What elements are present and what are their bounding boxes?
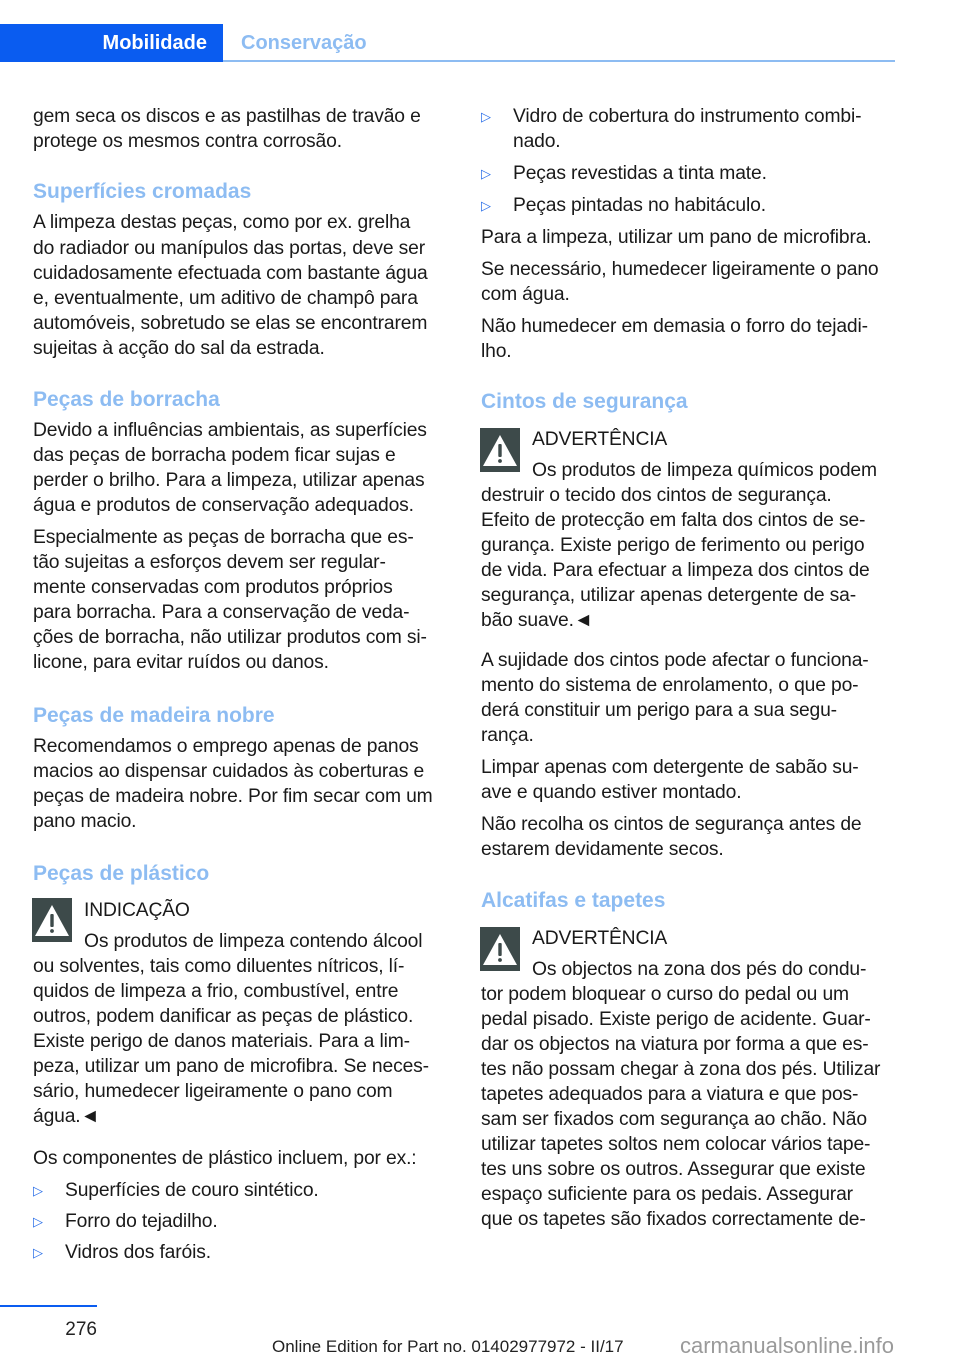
body-text: utilizar tapetes soltos nem colocar vários tape- bbox=[481, 1134, 871, 1155]
body-text: sujeitas à acção do sal da estrada. bbox=[33, 338, 325, 359]
body-text: outros, podem danificar as peças de plástico. bbox=[33, 1006, 414, 1027]
body-text: gem seca os discos e as pastilhas de travão e bbox=[33, 106, 421, 127]
body-text: gurança. Existe perigo de ferimento ou perigo bbox=[481, 535, 865, 556]
list-item: Superfícies de couro sintético. bbox=[65, 1180, 319, 1201]
list-item: Vidro de cobertura do instrumento combi- bbox=[513, 106, 862, 127]
body-text: para borracha. Para a conservação de veda- bbox=[33, 602, 410, 623]
list-item: Forro do tejadilho. bbox=[65, 1211, 218, 1232]
body-text: estarem devidamente secos. bbox=[481, 839, 724, 860]
body-text: quidos de limpeza a frio, combustível, entre bbox=[33, 981, 399, 1002]
body-text: Se necessário, humedecer ligeiramente o pano bbox=[481, 259, 879, 280]
body-text: com água. bbox=[481, 284, 570, 305]
body-text: Especialmente as peças de borracha que es- bbox=[33, 527, 414, 548]
body-text: tor podem bloquear o curso do pedal ou um bbox=[481, 984, 849, 1005]
warning-label: ADVERTÊNCIA bbox=[532, 429, 668, 450]
bullet-triangle-icon: ▷ bbox=[481, 198, 491, 213]
body-text: Limpar apenas com detergente de sabão su- bbox=[481, 757, 859, 778]
body-text: tapetes adequados para a viatura e que pos- bbox=[481, 1084, 859, 1105]
body-text: A limpeza destas peças, como por ex. grelha bbox=[33, 212, 411, 233]
body-text: Existe perigo de danos materiais. Para a lim- bbox=[33, 1031, 410, 1052]
body-text: A sujidade dos cintos pode afectar o funciona- bbox=[481, 650, 869, 671]
section-heading-rubber: Peças de borracha bbox=[33, 388, 220, 411]
bullet-triangle-icon: ▷ bbox=[33, 1183, 43, 1198]
bullet-triangle-icon: ▷ bbox=[33, 1245, 43, 1260]
section-heading-plastic: Peças de plástico bbox=[33, 862, 210, 885]
body-text: Os componentes de plástico incluem, por ex.: bbox=[33, 1148, 417, 1169]
warning-triangle-icon bbox=[480, 927, 520, 971]
body-text: tão sujeitas a esforços devem ser regular- bbox=[33, 552, 386, 573]
body-text: cuidadosamente efectuada com bastante água bbox=[33, 263, 428, 284]
body-text: Os objectos na zona dos pés do condu- bbox=[532, 959, 867, 980]
body-text: macios ao dispensar cuidados às coberturas e bbox=[33, 761, 425, 782]
list-item: Vidros dos faróis. bbox=[65, 1242, 211, 1263]
body-text: dar os objectos na viatura por forma a que es- bbox=[481, 1034, 869, 1055]
body-text: automóveis, sobretudo se elas se encontrarem bbox=[33, 313, 428, 334]
list-item: Peças pintadas no habitáculo. bbox=[513, 195, 766, 216]
list-item: Peças revestidas a tinta mate. bbox=[513, 163, 767, 184]
warning-triangle-icon bbox=[32, 898, 72, 942]
body-text: mente conservadas com produtos próprios bbox=[33, 577, 393, 598]
body-text: água.◄ bbox=[33, 1106, 100, 1127]
body-text: Para a limpeza, utilizar um pano de microfibra. bbox=[481, 227, 872, 248]
body-text: segurança, utilizar apenas detergente de sa- bbox=[481, 585, 856, 606]
edition-text: Online Edition for Part no. 01402977972 - II/17 bbox=[272, 1337, 624, 1356]
body-text: sário, humedecer ligeiramente o pano com bbox=[33, 1081, 393, 1102]
body-text: ave e quando estiver montado. bbox=[481, 782, 742, 803]
section-heading-wood: Peças de madeira nobre bbox=[33, 704, 275, 727]
body-text: tes não possam chegar à zona dos pés. Utilizar bbox=[481, 1059, 881, 1080]
body-text: Não humedecer em demasia o forro do tejadi- bbox=[481, 316, 868, 337]
body-text: pedal pisado. Existe perigo de acidente. Guar- bbox=[481, 1009, 871, 1030]
body-text: espaço suficiente para os pedais. Assegurar bbox=[481, 1184, 853, 1205]
body-text: pano macio. bbox=[33, 811, 137, 832]
body-text: rança. bbox=[481, 725, 534, 746]
notice-label: INDICAÇÃO bbox=[84, 900, 190, 921]
body-text: de vida. Para efectuar a limpeza dos cintos de bbox=[481, 560, 870, 581]
body-text: Não recolha os cintos de segurança antes de bbox=[481, 814, 862, 835]
body-text: mento do sistema de enrolamento, o que po- bbox=[481, 675, 859, 696]
body-text: licone, para evitar ruídos ou danos. bbox=[33, 652, 329, 673]
header-divider bbox=[223, 60, 895, 62]
body-text: Os produtos de limpeza contendo álcool bbox=[84, 931, 423, 952]
section-heading-chrome: Superfícies cromadas bbox=[33, 180, 252, 203]
body-text: peças de madeira nobre. Por fim secar com um bbox=[33, 786, 433, 807]
bullet-triangle-icon: ▷ bbox=[481, 109, 491, 124]
body-text: das peças de borracha podem ficar sujas e bbox=[33, 445, 396, 466]
header-tab-conservacao: Conservação bbox=[241, 32, 367, 54]
body-text: lho. bbox=[481, 341, 512, 362]
body-text: sam ser fixados com segurança ao chão. Não bbox=[481, 1109, 867, 1130]
list-item: nado. bbox=[513, 131, 561, 152]
body-text: do radiador ou manípulos das portas, deve ser bbox=[33, 238, 425, 259]
body-text: que os tapetes são fixados correctamente de- bbox=[481, 1209, 866, 1230]
bullet-triangle-icon: ▷ bbox=[33, 1214, 43, 1229]
warning-label: ADVERTÊNCIA bbox=[532, 928, 668, 949]
body-text: destruir o tecido dos cintos de segurança. bbox=[481, 485, 832, 506]
body-text: Os produtos de limpeza químicos podem bbox=[532, 460, 877, 481]
footer-divider bbox=[0, 1305, 97, 1307]
body-text: bão suave.◄ bbox=[481, 610, 593, 631]
body-text: Efeito de protecção em falta dos cintos de se- bbox=[481, 510, 866, 531]
section-heading-mats: Alcatifas e tapetes bbox=[481, 889, 666, 912]
body-text: e, eventualmente, um aditivo de champô para bbox=[33, 288, 418, 309]
body-text: tes uns sobre os outros. Assegurar que existe bbox=[481, 1159, 866, 1180]
bullet-triangle-icon: ▷ bbox=[481, 166, 491, 181]
body-text: Devido a influências ambientais, as superfícies bbox=[33, 420, 427, 441]
body-text: ções de borracha, não utilizar produtos com si- bbox=[33, 627, 427, 648]
body-text: Recomendamos o emprego apenas de panos bbox=[33, 736, 419, 757]
body-text: peza, utilizar um pano de microfibra. Se neces- bbox=[33, 1056, 429, 1077]
page-number: 276 bbox=[65, 1319, 97, 1340]
watermark: carmanualsonline.info bbox=[680, 1333, 895, 1358]
body-text: protege os mesmos contra corrosão. bbox=[33, 131, 342, 152]
header-tab-mobilidade: Mobilidade bbox=[0, 24, 223, 62]
body-text: ou solventes, tais como diluentes nítricos, lí- bbox=[33, 956, 405, 977]
warning-triangle-icon bbox=[480, 428, 520, 472]
body-text: água e produtos de conservação adequados. bbox=[33, 495, 414, 516]
body-text: perder o brilho. Para a limpeza, utilizar apenas bbox=[33, 470, 425, 491]
section-heading-belts: Cintos de segurança bbox=[481, 390, 688, 413]
body-text: derá constituir um perigo para a sua segu- bbox=[481, 700, 837, 721]
